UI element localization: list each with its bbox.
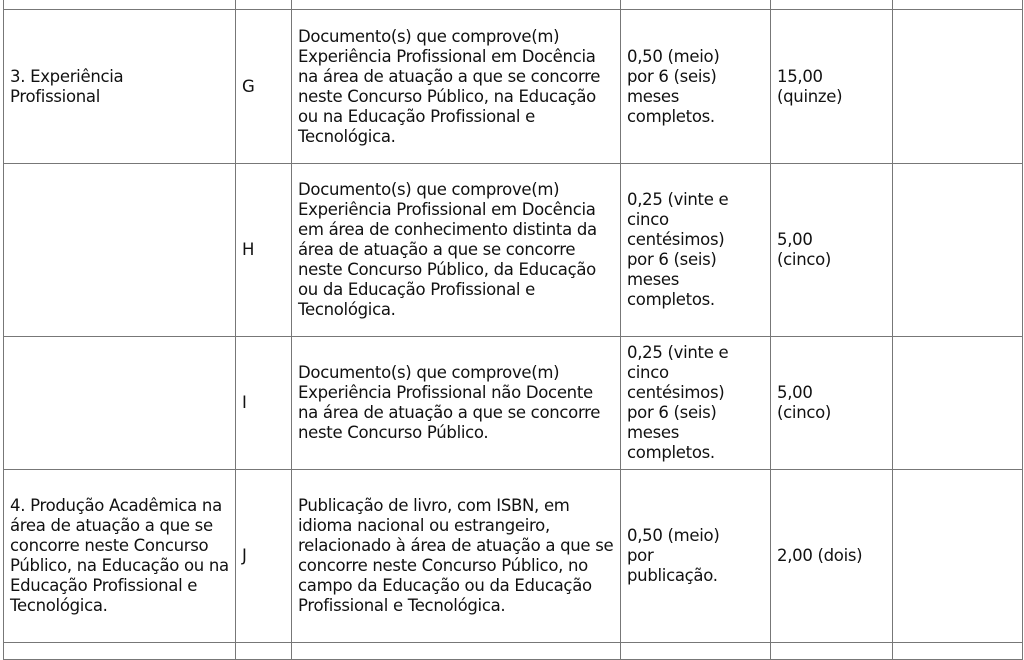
table-cell [292,0,621,10]
category-cell [4,337,236,470]
item-cell [236,10,292,164]
document-cell [292,470,621,643]
table-cell [621,0,771,10]
table-cell [236,643,292,660]
table-row [4,164,1023,337]
points-cell [621,337,771,470]
document-text: Publicação de livro, com ISBN, em idioma nacional ou estrangeiro, relacionado à área de atuação a que se concorre neste Concurso Público, no campo da Educação ou da Educação Profissional e Tecnológica. [298,496,614,615]
max-cell [771,470,893,643]
table-cell [771,0,893,10]
table-cell [621,643,771,660]
document-text: Documento(s) que comprove(m) Experiência Profissional em Docência em área de conhecimento distinta da área de atuação a que se concorre neste Concurso Público, da Educação ou da Educação Profissional e Tecnológica. [298,180,597,319]
max-text: 5,00 (cinco) [777,383,832,422]
table-cell [4,0,236,10]
max-text: 2,00 (dois) [777,546,863,565]
score-cell [893,470,1023,643]
table-cell [236,0,292,10]
item-letter: J [242,546,247,565]
points-cell [621,470,771,643]
category-cell [4,470,236,643]
max-cell [771,10,893,164]
document-cell [292,337,621,470]
table-row [4,337,1023,470]
points-cell [621,10,771,164]
points-text: 0,25 (vinte e cinco centésimos) por 6 (seis) meses completos. [627,343,729,462]
item-cell [236,164,292,337]
category-cell [4,164,236,337]
scoring-table [3,0,1023,660]
table-row-partial-top [4,0,1023,10]
max-cell [771,337,893,470]
item-cell [236,337,292,470]
table-row [4,470,1023,643]
category-text: 4. Produção Acadêmica na área de atuação a que se concorre neste Concurso Público, na Educação ou na Educação Profissional e Tecnológica. [10,496,229,615]
item-letter: G [242,76,255,96]
category-cell [4,10,236,164]
table-cell [893,0,1023,10]
table-cell [771,643,893,660]
table-row-partial-bottom [4,643,1023,660]
table-row [4,10,1023,164]
max-text: 5,00 (cinco) [777,230,832,269]
points-cell [621,164,771,337]
item-letter: I [242,393,247,412]
item-letter: H [242,240,255,259]
max-text: 15,00 (quinze) [777,66,843,106]
table-cell [893,643,1023,660]
max-cell [771,164,893,337]
item-cell [236,470,292,643]
points-text: 0,25 (vinte e cinco centésimos) por 6 (seis) meses completos. [627,190,729,309]
document-text: Documento(s) que comprove(m) Experiência Profissional não Docente na área de atuação a que se concorre neste Concurso Público. [298,363,601,442]
score-cell [893,10,1023,164]
table-cell [292,643,621,660]
document-cell [292,10,621,164]
score-cell [893,337,1023,470]
score-cell [893,164,1023,337]
table-cell [4,643,236,660]
points-text: 0,50 (meio) por 6 (seis) meses completos. [627,46,720,126]
document-cell [292,164,621,337]
points-text: 0,50 (meio) por publicação. [627,526,720,585]
document-text: Documento(s) que comprove(m) Experiência Profissional em Docência na área de atuação a que se concorre neste Concurso Público, na Educação ou na Educação Profissional e Tecnológica. [298,26,601,146]
category-text: 3. Experiência Profissional [10,66,124,106]
